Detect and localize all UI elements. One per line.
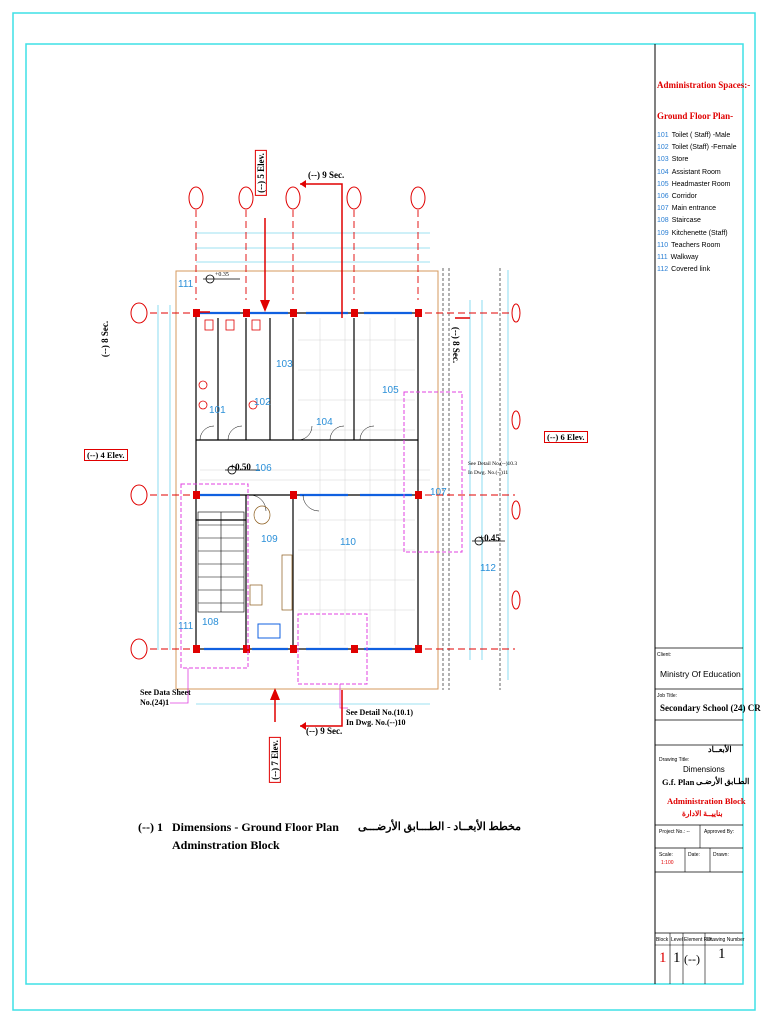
legend-item-number: 112 xyxy=(657,266,669,274)
detail-note-bottom-2: In Dwg. No.(--)10 xyxy=(346,718,406,727)
detail-note-bottom-1: See Detail No.(10.1) xyxy=(346,708,414,717)
legend-item-number: 104 xyxy=(657,168,669,176)
legend-item-number: 109 xyxy=(657,229,669,237)
room-108: 108 xyxy=(202,617,219,628)
date-caption: Date: xyxy=(688,852,700,858)
staircase xyxy=(198,512,244,612)
legend-item-label: Toilet (Staff) -Female xyxy=(671,144,737,152)
job-title: Secondary School (24) CR xyxy=(660,703,761,713)
room-105: 105 xyxy=(382,385,399,396)
room-109: 109 xyxy=(261,534,278,545)
element-value: (--) xyxy=(684,952,700,966)
client-caption: Client: xyxy=(657,652,672,658)
room-111-left: 111 xyxy=(178,621,194,632)
legend-item-number: 108 xyxy=(657,217,669,225)
legend-item-number: 111 xyxy=(657,254,668,261)
drawing-en-2: G.f. Plan xyxy=(662,777,695,787)
legend-item-label: Toilet ( Staff) -Male xyxy=(671,132,731,139)
section-9-top: (--) 9 Sec. xyxy=(308,170,345,180)
legend-item-label: Teachers Room xyxy=(671,241,721,249)
legend-item-number: 107 xyxy=(657,205,669,213)
kitchenette xyxy=(250,506,292,610)
drawing-ar-2: الطـابق الأرضـى xyxy=(696,777,750,786)
marker-arrows xyxy=(260,180,306,730)
floor-grid xyxy=(200,318,430,645)
drawing-caption: Drawing Title: xyxy=(659,757,690,763)
drawing-en-3: Administration Block xyxy=(667,796,746,806)
level-caption: Level xyxy=(671,937,683,943)
legend-subtitle: Ground Floor Plan- xyxy=(657,111,734,121)
drawing-number-value: 1 xyxy=(718,946,726,962)
legend-item-number: 103 xyxy=(657,156,669,164)
section-markers xyxy=(195,184,470,726)
room-106: 106 xyxy=(255,463,272,474)
detail-note-right-1: See Detail No.(--)10.3 xyxy=(468,461,518,467)
scale-value: 1:100 xyxy=(661,860,674,866)
walls xyxy=(196,313,418,649)
elevation-5: (--) 5 Elev. xyxy=(255,150,267,196)
columns xyxy=(193,309,422,653)
room-112: 112 xyxy=(480,563,496,574)
room-101: 101 xyxy=(209,405,226,416)
room-107: 107 xyxy=(430,487,447,498)
section-8-right: (--) 8 Sec. xyxy=(451,326,462,364)
room-104: 104 xyxy=(316,417,333,428)
data-sheet-note-2: No.(24)1 xyxy=(140,698,170,707)
dimension-lines xyxy=(158,233,508,704)
drawing-ar-3: بناييــة الادارة xyxy=(682,809,723,818)
project-no: Project No.: -- xyxy=(659,829,690,835)
room-110: 110 xyxy=(340,537,356,548)
legend-item-number: 101 xyxy=(657,132,669,139)
detail-note-right-2: In Dwg. No.(--)11 xyxy=(468,470,509,476)
legend-item-number: 102 xyxy=(657,144,669,152)
toilet-fixtures xyxy=(199,320,260,409)
level-050: +0.50 xyxy=(230,462,251,472)
block-caption: Block xyxy=(656,937,669,943)
data-sheet-note-1: See Data Sheet xyxy=(140,688,191,697)
caption-number: (--) 1 xyxy=(138,820,163,834)
room-103: 103 xyxy=(276,359,293,370)
level-value: 1 xyxy=(673,950,681,966)
caption-arabic: مخطط الأبعــاد - الطـــابق الأرضـــى xyxy=(358,821,522,833)
elevation-6: (--) 6 Elev. xyxy=(544,431,588,443)
legend-item-label: Covered link xyxy=(671,266,711,274)
client-name: Ministry Of Education xyxy=(660,669,741,679)
legend-item-label: Walkway xyxy=(670,254,699,261)
drawing-en-1: Dimensions xyxy=(683,765,725,774)
section-8-left: (--) 8 Sec. xyxy=(100,320,111,358)
legend-item-number: 106 xyxy=(657,193,669,200)
elevation-4: (--) 4 Elev. xyxy=(84,449,128,461)
job-caption: Job Title: xyxy=(657,693,678,699)
leader-lines xyxy=(170,470,466,708)
elevation-7: (--) 7 Elev. xyxy=(269,737,281,783)
legend-item-label: Assistant Room xyxy=(671,168,721,176)
drawing-ar-1: الأبعــاد xyxy=(708,745,732,754)
element-caption: Element Ref. xyxy=(684,937,713,943)
scale-caption: Scale: xyxy=(659,852,673,858)
drawing-number-caption: Drawing Number xyxy=(707,937,745,943)
caption-title-1: Dimensions - Ground Floor Plan xyxy=(172,820,339,834)
legend-item-label: Main entrance xyxy=(671,205,717,213)
drawn-caption: Drawn: xyxy=(713,852,729,858)
sink xyxy=(258,624,280,638)
legend-item-number: 110 xyxy=(657,241,669,249)
section-9-bottom: (--) 9 Sec. xyxy=(306,726,343,736)
legend-title: Administration Spaces:- xyxy=(657,80,751,90)
door-swings xyxy=(200,426,374,511)
legend-item-label: Headmaster Room xyxy=(671,180,731,188)
legend-item-number: 105 xyxy=(657,180,669,188)
windows xyxy=(200,313,412,649)
caption-title-2: Adminstration Block xyxy=(172,838,280,852)
legend-item-label: Corridor xyxy=(671,193,697,200)
level-035: +0.35 xyxy=(215,272,229,278)
level-045: +0.45 xyxy=(479,533,500,543)
legend-item-label: Store xyxy=(671,156,689,164)
approved-by: Approved By: xyxy=(704,829,735,835)
block-value: 1 xyxy=(659,950,667,966)
room-111-top: 111 xyxy=(178,279,194,290)
room-102: 102 xyxy=(254,397,271,408)
legend-item-label: Kitchenette (Staff) xyxy=(671,229,728,237)
legend-item-label: Staircase xyxy=(671,217,701,225)
